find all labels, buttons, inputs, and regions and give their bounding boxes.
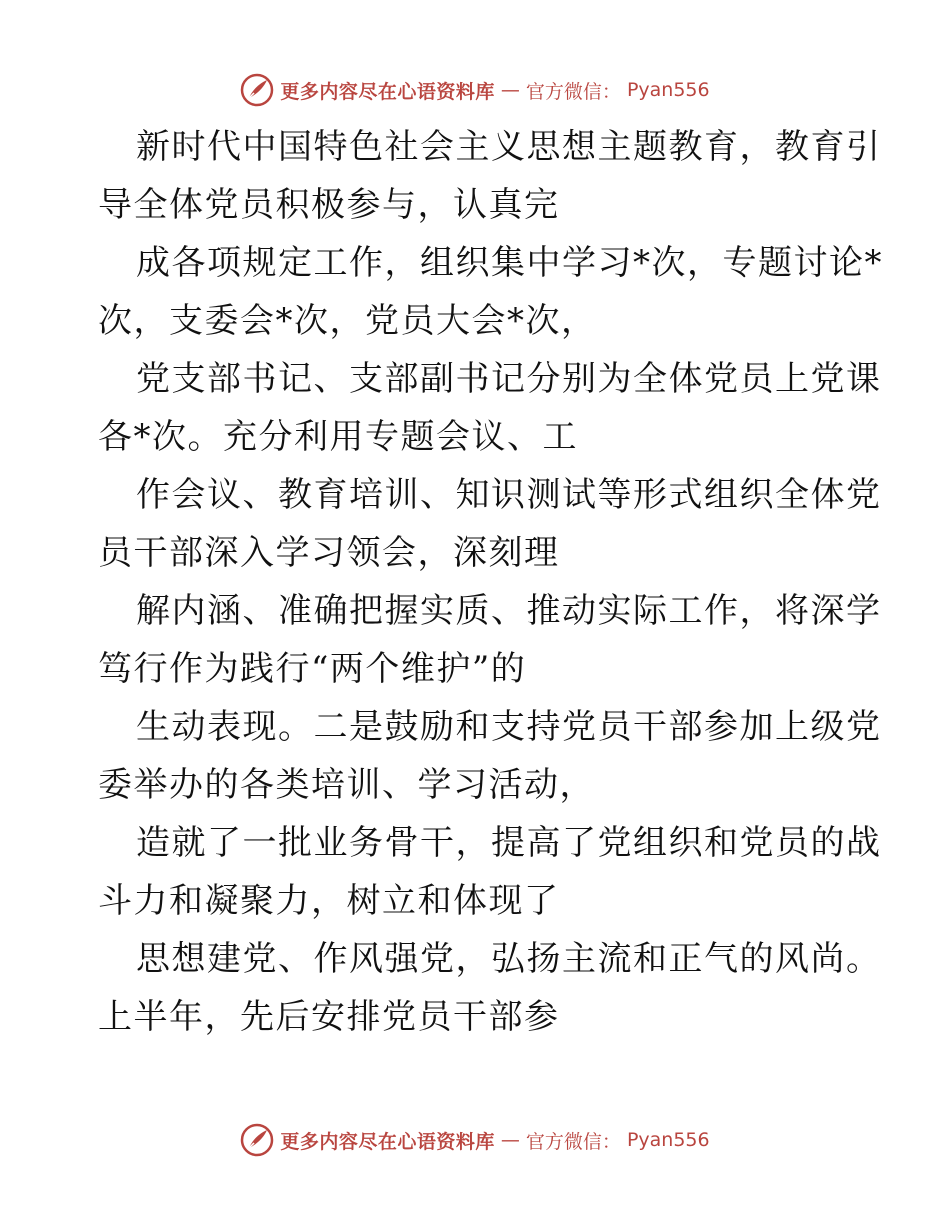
body-line-8: 员干部深入学习领会，深刻理 [98, 533, 560, 573]
footer-wechat-label: 官方微信： [525, 1130, 621, 1153]
body-line-9: 解内涵、准确把握实质、推动实际工作，将深学 [136, 591, 882, 631]
body-line-11: 生动表现。二是鼓励和支持党员干部参加上级党 [136, 707, 882, 747]
quill-logo-icon [240, 1123, 274, 1157]
header-wechat-label: 官方微信： [525, 80, 621, 103]
footer-banner [0, 1120, 950, 1160]
footer-site-text: 更多内容尽在心语资料库 [280, 1130, 495, 1153]
quill-logo-icon [240, 73, 274, 107]
header-dash: — [500, 79, 520, 101]
header-wechat-id: Pyan556 [626, 79, 710, 101]
footer-wechat-id: Pyan556 [626, 1129, 710, 1151]
body-line-10: 笃行作为践行“两个维护”的 [98, 649, 527, 689]
header-site-text: 更多内容尽在心语资料库 [280, 80, 495, 103]
body-line-15: 思想建党、作风强党，弘扬主流和正气的风尚。 [136, 939, 882, 979]
document-body [98, 118, 883, 1046]
body-line-3: 成各项规定工作，组织集中学习*次，专题讨论* [136, 243, 883, 283]
body-line-2: 导全体党员积极参与，认真完 [98, 185, 560, 225]
body-line-7: 作会议、教育培训、知识测试等形式组织全体党 [136, 475, 882, 515]
body-line-13: 造就了一批业务骨干，提高了党组织和党员的战 [136, 823, 882, 863]
body-line-12: 委举办的各类培训、学习活动， [98, 765, 595, 805]
body-line-5: 党支部书记、支部副书记分别为全体党员上党课 [136, 359, 882, 399]
body-line-16: 上半年，先后安排党员干部参 [98, 997, 560, 1037]
footer-dash: — [500, 1129, 520, 1151]
body-line-4: 次，支委会*次，党员大会*次， [98, 301, 597, 341]
body-line-6: 各*次。充分利用专题会议、工 [98, 417, 578, 457]
body-line-14: 斗力和凝聚力，树立和体现了 [98, 881, 560, 921]
body-line-1: 新时代中国特色社会主义思想主题教育，教育引 [136, 127, 882, 167]
header-banner [0, 70, 950, 110]
